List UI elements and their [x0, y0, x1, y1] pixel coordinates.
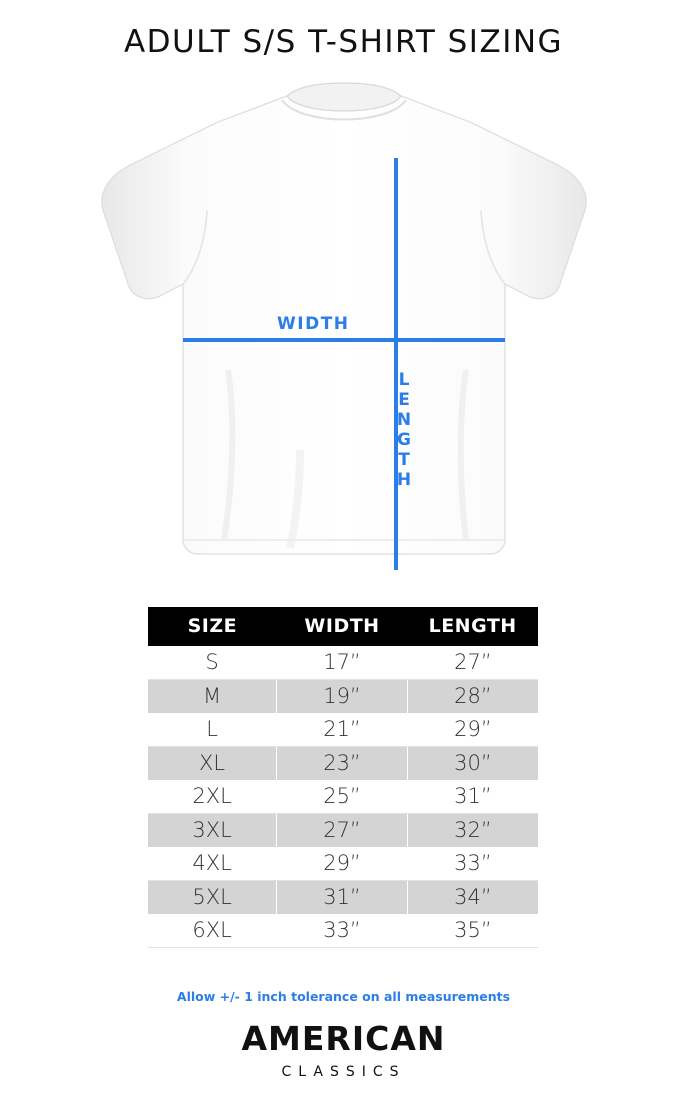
- column-header-size: SIZE: [148, 607, 277, 646]
- brand-tagline: CLASSICS: [281, 1064, 406, 1080]
- table-row: [148, 747, 538, 781]
- cell-width: 25”: [277, 780, 408, 814]
- brand-name: AMERICAN: [241, 1019, 446, 1058]
- table-row: [148, 847, 538, 881]
- table-header-row: [148, 607, 538, 646]
- table-row: [148, 914, 538, 948]
- cell-length: 31”: [407, 780, 538, 814]
- cell-size: XL: [148, 747, 277, 781]
- table-row: [148, 713, 538, 747]
- cell-size: 5XL: [148, 881, 277, 915]
- cell-size: 2XL: [148, 780, 277, 814]
- cell-length: 27”: [407, 646, 538, 680]
- cell-length: 35”: [407, 914, 538, 948]
- length-label: LENGTH: [394, 370, 414, 490]
- cell-size: M: [148, 680, 277, 714]
- brand-footer: [0, 1019, 687, 1080]
- cell-size: 3XL: [148, 814, 277, 848]
- cell-size: S: [148, 646, 277, 680]
- page-title: ADULT S/S T-SHIRT SIZING: [123, 24, 564, 60]
- cell-width: 27”: [277, 814, 408, 848]
- cell-width: 19”: [277, 680, 408, 714]
- cell-length: 28”: [407, 680, 538, 714]
- cell-length: 33”: [407, 847, 538, 881]
- cell-width: 31”: [277, 881, 408, 915]
- cell-length: 32”: [407, 814, 538, 848]
- cell-length: 30”: [407, 747, 538, 781]
- table-row: [148, 680, 538, 714]
- table-row: [148, 780, 538, 814]
- cell-width: 17”: [277, 646, 408, 680]
- cell-width: 23”: [277, 747, 408, 781]
- cell-size: L: [148, 713, 277, 747]
- column-header-width: WIDTH: [277, 607, 408, 646]
- tshirt-diagram: [0, 70, 687, 570]
- cell-size: 4XL: [148, 847, 277, 881]
- cell-width: 33”: [277, 914, 408, 948]
- cell-width: 29”: [277, 847, 408, 881]
- tolerance-note: Allow +/- 1 inch tolerance on all measurements: [176, 989, 511, 1004]
- size-chart-table: [148, 607, 538, 948]
- table-row: [148, 881, 538, 915]
- table-row: [148, 646, 538, 680]
- cell-width: 21”: [277, 713, 408, 747]
- cell-length: 29”: [407, 713, 538, 747]
- cell-length: 34”: [407, 881, 538, 915]
- cell-size: 6XL: [148, 914, 277, 948]
- width-label: WIDTH: [277, 314, 350, 334]
- table-row: [148, 814, 538, 848]
- column-header-length: LENGTH: [407, 607, 538, 646]
